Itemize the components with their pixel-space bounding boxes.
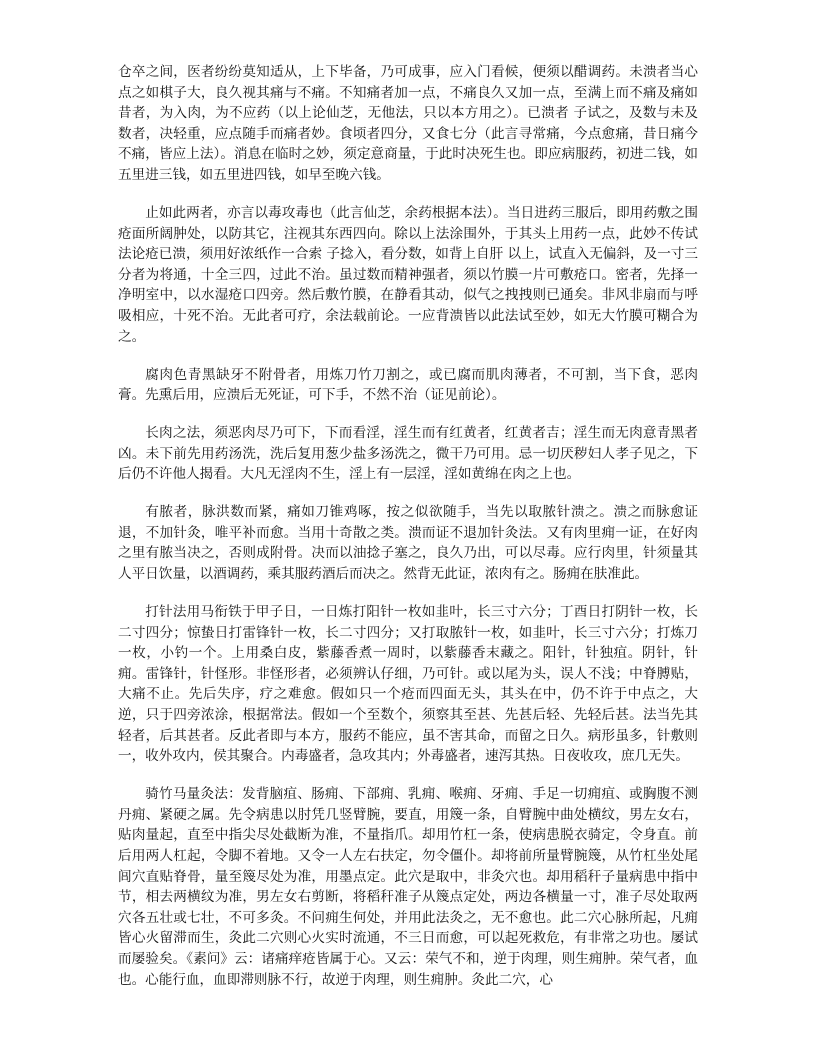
- paragraph-2: 止如此两者，亦言以毒攻毒也（此言仙芝，余药根据本法）。当日进药三服后，即用药敷之围疮面所阔肿处，以防其它，注视其东西四向。除以上法涂围外，于其头上用药一点，此妙不传试法论疮已溃，须用好浓纸作一合索 子捻入，看分数，如背上自肝 以上，试直入无偏斜，及一寸三分者为将通，十全三四，过此不治。虽过数而精神强者，须以竹膜一片可敷疮口。密者，先择一净明室中，以水湿疮口四旁。然后敷竹膜，在静看其动，似气之拽拽则已通矣。非风非扇而与呼吸相应，十死不治。无此者可疗，余法载前论。一应背溃皆以此法试至妙，如无大竹膜可糊合为之。: [118, 204, 698, 345]
- document-page: [118, 62, 698, 1007]
- paragraph-6: 打针法用马衔铁于甲子日，一日炼打阳针一枚如韭叶，长三寸六分；丁酉日打阴针一枚，长二寸四分；惊蛰日打雷锋针一枚，长二寸四分；又打取脓针一枚，如韭叶，长三寸六分；打炼刀一枚，小钓一个。上用桑白皮，紫藤香煮一周时，以紫藤香末藏之。阳针，针独疽。阴针，针痈。雷锋针，针怪形。非怪形者，必须辨认仔细，乃可针。或以尾为头，误人不浅；中脊膊贴，大痛不止。先后失序，疗之难愈。假如只一个疮而四面无头，其头在中，仍不许于中点之，大逆，只于四旁浓涂，根据常法。假如一个至数个，须察其至甚、先甚后轻、先轻后甚。法当先其轻者，后其甚者。反此者即与本方，服药不能应，虽不害其命，而留之日久。病形虽多，针敷则一，收外攻内，侯其聚合。内毒盛者，急攻其内；外毒盛者，速泻其热。日夜收攻，庶几无失。: [118, 604, 698, 765]
- paragraph-1: 仓卒之间，医者纷纷莫知适从，上下毕备，乃可成事，应入门看候，便须以醋调药。未溃者当心点之如棋子大，良久视其痛与不痛。不知痛者加一点，不痛良久又加一点，至满上而不痛及痛如昔者，为入肉，为不应药（以上论仙芝，无他法，只以本方用之）。已溃者 子试之，及数与未及数者，决轻重，应点随手而痛者妙。食顷者四分，又食七分（此言寻常痛，今点愈痛，昔日痛今不痛，皆应上法）。消息在临时之妙，须定意商量，于此时决死生也。即应病服药，初进二钱，如五里进三钱，如五里进四钱，如早至晚六钱。: [118, 64, 698, 183]
- paragraph-7: 骑竹马量灸法：发背脑疽、肠痈、下部痈、乳痈、喉痈、牙痈、手足一切痈疽、或胸腹不测丹痈、紧硬之属。先令病患以肘凭几竖臂腕，要直，用篾一条，自臂腕中曲处横纹，男左女右，贴肉量起，直至中指尖尽处截断为准，不量指爪。却用竹杠一条，使病患脱衣骑定，令身直。前后用两人杠起，令脚不着地。又令一人左右扶定，勿令僵仆。却将前所量臂腕篾，从竹杠坐处尾闾穴直贴脊骨，量至篾尽处为准，用墨点定。此穴是取中，非灸穴也。却用稻秆子量病患中指中节，相去两横纹为准，男左女右剪断，将稻秆准子从篾点定处，两边各横量一寸，准子尽处取两穴各五壮或七壮，不可多灸。不问痈生何处，并用此法灸之，无不愈也。此二穴心脉所起，凡痈皆心火留滞而生，灸此二穴则心火实时流通，不三日而愈，可以起死救危，有非常之功也。屡试而屡验矣。《素问》云：诸痛痒疮皆属于心。又云：荣气不和，逆于肉理，则生痈肿。荣气者，血也。心能行血，血即滞则脉不行，故逆于肉理，则生痈肿。灸此二穴，心: [118, 786, 698, 988]
- paragraph-5: 有脓者，脉洪数而紧，痛如刀锥鸡啄，按之似欲随手，当先以取脓针溃之。溃之而脉愈证退，不加针灸，唯平补而愈。当用十奇散之类。溃而证不退加针灸法。又有肉里痈一证，在好肉之里有脓当决之，否则成附骨。决而以油捻子塞之，良久乃出，可以尽毒。应行肉里，针须量其人平日饮量，以酒调药，乘其服药酒后而决之。然背无此证，浓肉有之。肠痈在肤准此。: [118, 504, 698, 583]
- paragraph-4: 长肉之法，须恶肉尽乃可下，下而看淫，淫生而有红黄者，红黄者吉；淫生而无肉意青黑者凶。未下前先用药汤洗，洗后复用葱少盐多汤洗之，微干乃可用。忌一切厌秽妇人孝子见之，下后仍不许他人揭看。大凡无淫肉不生，淫上有一层淫，淫如黄绵在肉之上也。: [118, 425, 698, 483]
- paragraph-3: 腐肉色青黑缺牙不附骨者，用炼刀竹刀割之，或已腐而肌肉薄者，不可割，当下食，恶肉膏。先熏后用，应溃后无死证，可下手，不然不治（证见前论）。: [118, 366, 698, 404]
